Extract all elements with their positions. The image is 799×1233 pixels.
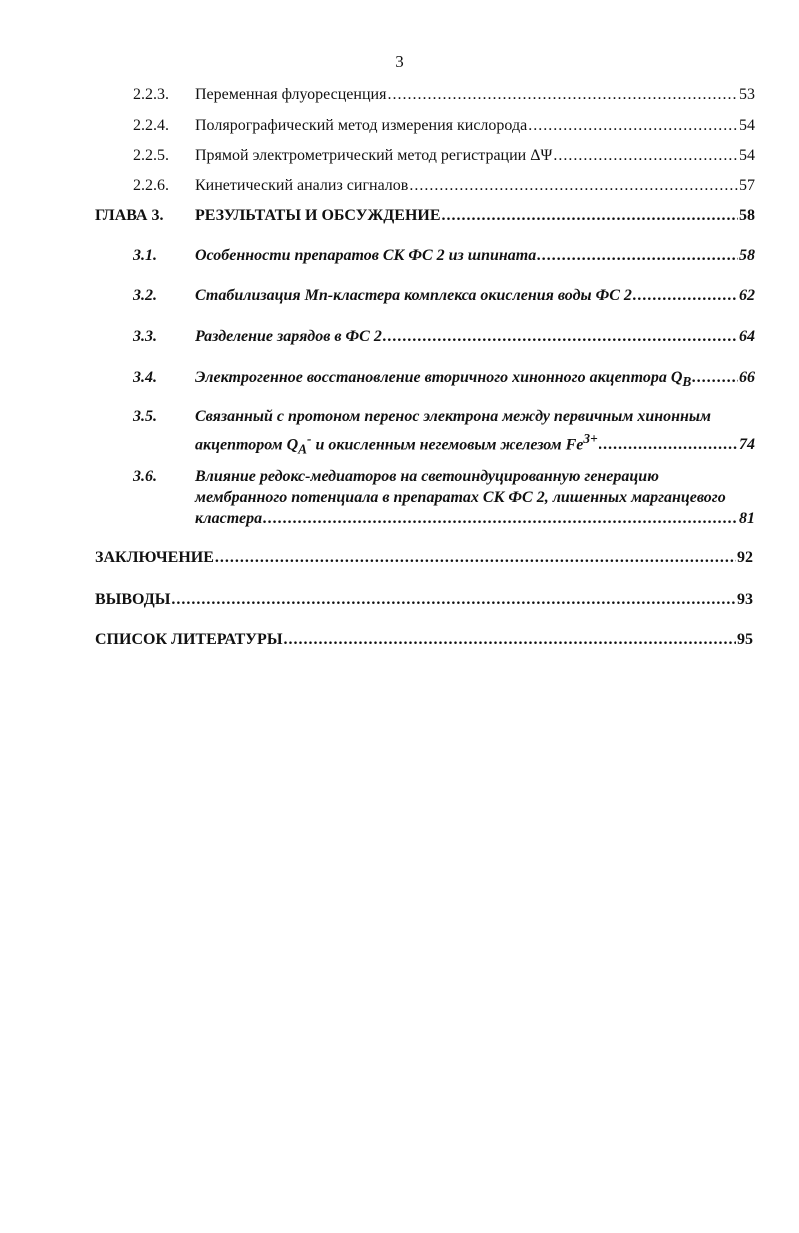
- dot-leader: [263, 508, 738, 530]
- toc-entry-title-line1: Связанный с протоном перенос электрона между первичным хинонным: [195, 408, 711, 425]
- toc-entry-page: 74: [739, 436, 755, 454]
- toc-entry-title-line3: кластера: [195, 510, 263, 527]
- dot-leader: [171, 589, 736, 611]
- dot-leader: [442, 205, 738, 227]
- toc-entry-number: 3.6.: [133, 468, 157, 485]
- toc-entry-page: 54: [739, 147, 755, 164]
- toc-entry-number: 3.3.: [133, 328, 157, 345]
- dot-leader: [409, 175, 738, 197]
- toc-entry-title: Прямой электрометрический метод регистрации ΔΨ: [195, 147, 553, 164]
- toc-entry-number: 2.2.6.: [133, 177, 169, 194]
- toc-entry-page: 66: [739, 369, 755, 386]
- toc-entry-page: 57: [739, 177, 755, 194]
- chapter-number: ГЛАВА 3.: [95, 207, 164, 224]
- toc-entry-3-5[interactable]: [133, 406, 755, 457]
- toc-entry-number: 3.4.: [133, 369, 157, 386]
- toc-entry-page: 64: [739, 328, 755, 345]
- toc-entry-number: 3.1.: [133, 247, 157, 264]
- chapter-title: РЕЗУЛЬТАТЫ И ОБСУЖДЕНИЕ: [195, 207, 441, 224]
- toc-entry-title: Переменная флуоресценция: [195, 86, 387, 103]
- toc-entry-page: 54: [739, 117, 755, 134]
- toc-entry-number: 2.2.4.: [133, 117, 169, 134]
- toc-entry-page: 62: [739, 287, 755, 304]
- toc-entry-title: Стабилизация Mn-кластера комплекса окисления воды ФС 2: [195, 287, 632, 304]
- dot-leader: [537, 245, 738, 267]
- toc-entry-title: Разделение зарядов в ФС 2: [195, 328, 382, 345]
- toc-findings-page: 93: [737, 591, 753, 608]
- toc-entry-page: 58: [739, 247, 755, 264]
- toc-entry-title: Электрогенное восстановление вторичного хинонного акцептора $Q_B$: [195, 369, 692, 390]
- toc-entry-page: 81: [739, 510, 755, 527]
- toc-entry-number: 3.5.: [133, 408, 157, 425]
- toc-entry-number: 2.2.5.: [133, 147, 169, 164]
- dot-leader: [387, 84, 738, 106]
- toc-entry-title-line2: акцептором $Q_A^-$ и окисленным негемовым железом $Fe^{3+}$: [195, 431, 598, 457]
- dot-leader: [528, 115, 738, 137]
- toc-entry-title-line1: Влияние редокс-медиаторов на светоиндуцированную генерацию: [195, 468, 659, 485]
- dot-leader: [692, 367, 738, 389]
- toc-conclusion-title: ЗАКЛЮЧЕНИЕ: [95, 549, 214, 566]
- dot-leader: [215, 547, 736, 569]
- toc-entry-3-6[interactable]: [133, 466, 755, 534]
- toc-entry-title-line2: мембранного потенциала в препаратах СК ФС 2, лишенных марганцевого: [195, 489, 726, 506]
- toc-entry-title: Кинетический анализ сигналов: [195, 177, 409, 194]
- toc-references-page: 95: [737, 631, 753, 648]
- toc-references-title: СПИСОК ЛИТЕРАТУРЫ: [95, 631, 283, 648]
- dot-leader: [553, 145, 738, 167]
- toc-findings-title: ВЫВОДЫ: [95, 591, 171, 608]
- toc-entry-page: 53: [739, 86, 755, 103]
- dot-leader: [284, 629, 736, 651]
- page-number: 3: [395, 52, 404, 71]
- dot-leader: [383, 326, 738, 348]
- toc-entry-title: Особенности препаратов СК ФС 2 из шпината: [195, 247, 537, 264]
- dot-leader: [633, 285, 738, 307]
- chapter-page: 58: [739, 207, 755, 224]
- toc-entry-number: 3.2.: [133, 287, 157, 304]
- toc-entry-title: Полярографический метод измерения кислорода: [195, 117, 528, 134]
- dot-leader: [599, 434, 738, 456]
- toc-conclusion-page: 92: [737, 549, 753, 566]
- toc-entry-number: 2.2.3.: [133, 86, 169, 103]
